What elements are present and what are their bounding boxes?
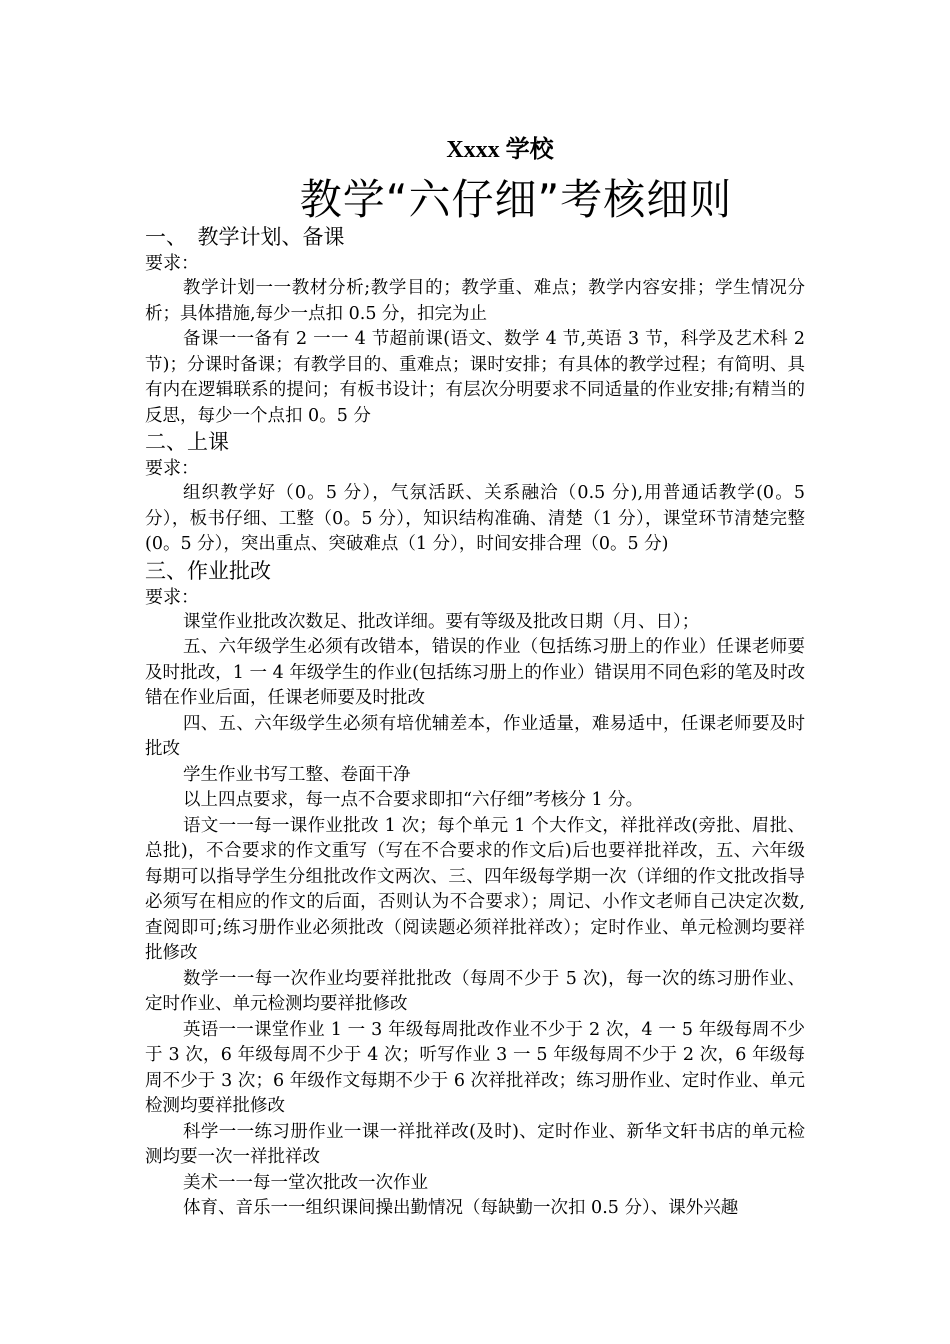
requirements-label: 要求： <box>145 253 199 274</box>
section-heading: 二、上课 <box>145 430 229 454</box>
document-title: 教学“六仔细”考核细则 <box>299 175 733 224</box>
paragraph: 四、五、六年级学生必须有培优辅差本，作业适量，难易适中，任课老师要及时批改 <box>145 713 805 759</box>
school-name: Xxxx 学校 <box>446 137 554 163</box>
paragraph: 五、六年级学生必须有改错本，错误的作业（包括练习册上的作业）任课老师要及时批改，1 一 4 年级学生的作业(包括练习册上的作业）错误用不同色彩的笔及时改错在作业后面，任课老师要及时批改 <box>145 637 805 708</box>
paragraph: 体育、音乐一一组织课间操出勤情况（每缺勤一次扣 0.5 分）、课外兴趣 <box>183 1198 739 1218</box>
paragraph: 美术一一每一堂次批改一次作业 <box>183 1172 428 1193</box>
paragraph: 教学计划一一教材分析;教学目的；教学重、难点；教学内容安排；学生情况分析；具体措施,每少一点扣 0.5 分，扣完为止 <box>145 278 805 324</box>
paragraph: 备课一一备有 2 一一 4 节超前课(语文、数学 4 节,英语 3 节，科学及艺术科 2 节)；分课时备课；有教学目的、重难点；课时安排；有具体的教学过程；有简明、具有内在逻辑联系的提问；有板书设计；有层次分明要求不同适量的作业安排;有精当的反思，每少一个点扣 0。5 分 <box>145 329 805 426</box>
paragraph: 英语一一课堂作业 1 一 3 年级每周批改作业不少于 2 次，4 一 5 年级每周不少于 3 次，6 年级每周不少于 4 次；听写作业 3 一 5 年级每周不少于 2 次，6 年级每周不少于 3 次；6 年级作文每期不少于 6 次祥批祥改；练习册作业、定时作业、单元检测均要祥批修改 <box>145 1019 805 1116</box>
requirements-label: 要求： <box>145 586 199 608</box>
section-heading: 一、 教学计划、备课 <box>145 225 345 249</box>
paragraph: 课堂作业批改次数足、批改详细。要有等级及批改日期（月、日）； <box>183 611 700 632</box>
section-heading: 三、作业批改 <box>145 558 271 583</box>
document-body <box>145 224 805 1222</box>
paragraph: 数学一一每一次作业均要祥批批改（每周不少于 5 次)，每一次的练习册作业、定时作业、单元检测均要祥批修改 <box>145 968 805 1014</box>
paragraph: 学生作业书写工整、卷面干净 <box>183 764 411 785</box>
paragraph: 科学一一练习册作业一课一祥批祥改(及时)、定时作业、新华文轩书店的单元检测均要一次一祥批祥改 <box>145 1121 805 1167</box>
requirements-label: 要求： <box>145 458 199 479</box>
paragraph: 组织教学好（0。5 分），气氛活跃、关系融洽（0.5 分),用普通话教学(0。5 分），板书仔细、工整（0。5 分），知识结构准确、清楚（1 分），课堂环节清楚完整(0。5 分），突出重点、突破难点（1 分），时间安排合理（0。5 分) <box>145 483 805 554</box>
paragraph: 语文一一每一课作业批改 1 次；每个单元 1 个大作文，祥批祥改(旁批、眉批、总批)，不合要求的作文重写（写在不合要求的作文后)后也要祥批祥改，五、六年级每期可以指导学生分组批改作文两次、三、四年级每学期一次（详细的作文批改指导必须写在相应的作文的后面，否则认为不合要求）；周记、小作文老师自己决定次数,查阅即可;练习册作业必须批改（阅读题必须祥批祥改）；定时作业、单元检测均要祥批修改 <box>145 815 805 963</box>
paragraph: 以上四点要求，每一点不合要求即扣“六仔细”考核分 1 分。 <box>183 790 644 810</box>
